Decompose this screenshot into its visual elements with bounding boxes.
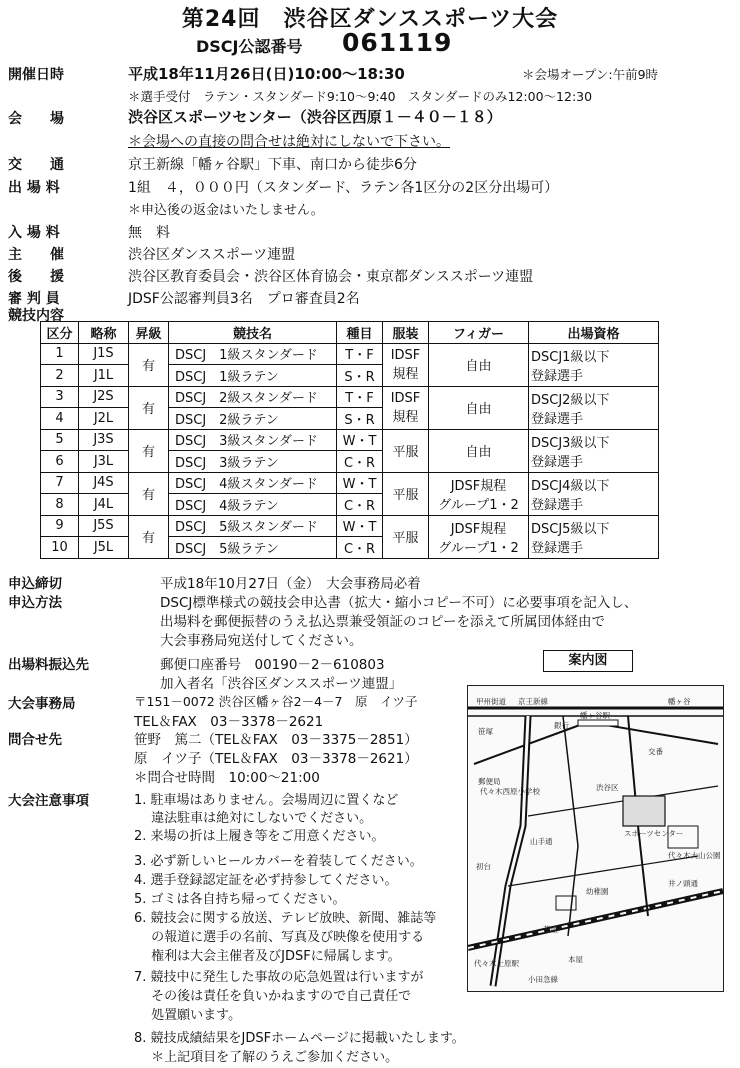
map-label: 交番 (648, 747, 663, 756)
venue-note: ＊会場への直接の問合せは絶対にしないで下さい。 (128, 134, 450, 150)
transfer-label: 出場料振込先 (8, 657, 89, 673)
cell-line: IDSF (390, 390, 421, 406)
method-line: 出場料を郵便振替のうえ払込票兼受領証のコピーを添えて所属団体経由で (160, 614, 605, 630)
dance-cell: T・F (337, 343, 383, 365)
col-header: 昇級 (129, 322, 169, 344)
cell-line: JDSF規程 (450, 478, 507, 494)
contact-line: ＊問合せ時間 10:00～21:00 (134, 770, 320, 786)
division-cell: 3 (41, 386, 79, 408)
dance-cell: C・R (337, 451, 383, 473)
figure-cell (429, 429, 529, 472)
map-drawing (468, 686, 723, 991)
access-label: 交 通 (8, 157, 64, 173)
dance-cell: W・T (337, 515, 383, 537)
transfer-line: 郵便口座番号 00190－2－610803 (160, 657, 385, 673)
map-label: 小田急線 (528, 975, 558, 984)
map-label: 初台 (476, 862, 491, 871)
note-line: 2. 来場の折は上履き等をご用意ください。 (134, 829, 385, 844)
event-name-cell: DSCJ 5級ラテン (169, 537, 337, 559)
fee-label: 出 場 料 (8, 180, 60, 196)
cell-line: 登録選手 (531, 540, 584, 556)
promotion-cell: 有 (129, 429, 169, 472)
cell-line: 規程 (392, 366, 419, 382)
note-line: ＊上記項目を了解のうえご参加ください。 (134, 1050, 399, 1065)
promotion-cell: 有 (129, 386, 169, 429)
map-label: 花屋 (543, 925, 558, 934)
cell-line: 登録選手 (531, 368, 584, 384)
map-label: 幼稚園 (586, 887, 609, 896)
office-line: 〒151－0072 渋谷区幡ヶ谷2－4－7 原 イツ子 (134, 694, 418, 709)
map-label: 笹塚 (478, 727, 493, 736)
note-line: 8. 競技成績結果をJDSFホームページに掲載いたします。 (134, 1031, 465, 1046)
code-cell: J4S (79, 472, 129, 494)
qualification-cell (529, 429, 659, 472)
map-label: 銀行 (554, 721, 569, 730)
venue-label: 会 場 (8, 111, 64, 127)
col-header: 出場資格 (529, 322, 659, 344)
event-name-cell: DSCJ 5級スタンダード (169, 515, 337, 537)
code-cell: J1L (79, 365, 129, 387)
map-label: 本屋 (568, 955, 583, 964)
events-table (40, 321, 659, 559)
method-line: DSCJ標準様式の競技会申込書（拡大・縮小コピー不可）に必要事項を記入し、 (160, 595, 638, 611)
office-label: 大会事務局 (8, 696, 76, 712)
cell-line: DSCJ1級以下 (531, 349, 610, 365)
map-title: 案内図 (543, 650, 633, 672)
figure-cell (429, 386, 529, 429)
map-label: 渋谷区 (596, 783, 619, 792)
deadline-value: 平成18年10月27日（金） 大会事務局必着 (160, 576, 421, 592)
map-label: 郵便局 (478, 777, 501, 786)
code-cell: J5S (79, 515, 129, 537)
event-name-cell: DSCJ 2級ラテン (169, 408, 337, 430)
map-label: 代々木西原小学校 (480, 787, 540, 796)
note-line: 5. ゴミは各自持ち帰ってください。 (134, 892, 346, 907)
cell-line: グループ1・2 (438, 540, 519, 556)
note-line: 7. 競技中に発生した事故の応急処置は行いますが (134, 970, 424, 985)
figure-cell (429, 515, 529, 558)
cell-line: 登録選手 (531, 411, 584, 427)
events-label: 競技内容 (8, 308, 64, 324)
map-label: 京王新線 (518, 697, 548, 706)
cell-line: 登録選手 (531, 454, 584, 470)
cell-line: グループ1・2 (438, 497, 519, 513)
method-label: 申込方法 (8, 595, 62, 611)
cell-line: 登録選手 (531, 497, 584, 513)
date-reception: ＊選手受付 ラテン・スタンダード9:10～9:40 スタンダードのみ12:00～12:30 (128, 89, 593, 104)
fee-note: ＊申込後の返金はいたしません。 (128, 203, 324, 218)
code-cell: J1S (79, 343, 129, 365)
support-label: 後 援 (8, 269, 64, 285)
qualification-cell (529, 343, 659, 386)
note-line: 4. 選手登録認定証を必ず持参してください。 (134, 873, 398, 888)
date-label: 開催日時 (8, 67, 64, 83)
admission-value: 無 料 (128, 225, 170, 241)
cell-line: 自由 (465, 359, 492, 374)
col-header: 略称 (79, 322, 129, 344)
figure-cell (429, 343, 529, 386)
event-name-cell: DSCJ 4級スタンダード (169, 472, 337, 494)
note-line: 6. 競技会に関する放送、テレビ放映、新聞、雑誌等 (134, 911, 437, 926)
judges-value: JDSF公認審判員3名 プロ審査員2名 (128, 291, 360, 307)
dress-cell (383, 343, 429, 386)
venue-value: 渋谷区スポーツセンター（渋谷区西原１－４０－１８） (128, 108, 502, 126)
table-row (41, 386, 659, 408)
col-header: 服装 (383, 322, 429, 344)
dance-cell: W・T (337, 472, 383, 494)
map-label: 代々木大山公園 (668, 851, 721, 860)
access-map (467, 685, 724, 992)
support-value: 渋谷区教育委員会・渋谷区体育協会・東京都ダンススポーツ連盟 (128, 269, 534, 285)
cert-label: DSCJ公認番号 (196, 37, 303, 56)
dress-cell (383, 429, 429, 472)
code-cell: J3S (79, 429, 129, 451)
division-cell: 2 (41, 365, 79, 387)
dance-cell: S・R (337, 365, 383, 387)
event-name-cell: DSCJ 1級ラテン (169, 365, 337, 387)
figure-cell (429, 472, 529, 515)
cell-line: DSCJ2級以下 (531, 392, 610, 408)
contact-line: 笹野 篤二（TEL＆FAX 03－3375－2851） (134, 732, 418, 748)
note-line: 処置願います。 (134, 1008, 242, 1023)
division-cell: 10 (41, 537, 79, 559)
division-cell: 7 (41, 472, 79, 494)
organizer-value: 渋谷区ダンススポーツ連盟 (128, 247, 296, 263)
col-header: 種目 (337, 322, 383, 344)
event-name-cell: DSCJ 2級スタンダード (169, 386, 337, 408)
deadline-label: 申込締切 (8, 576, 62, 592)
code-cell: J4L (79, 494, 129, 516)
division-cell: 6 (41, 451, 79, 473)
dance-cell: T・F (337, 386, 383, 408)
map-label: 代々木上原駅 (474, 959, 519, 968)
cell-line: 自由 (465, 445, 492, 460)
judges-label: 審 判 員 (8, 291, 60, 307)
note-line: 権利は大会主催者及びJDSFに帰属します。 (134, 949, 401, 964)
cell-line: 平服 (392, 531, 419, 546)
cell-line: 規程 (392, 409, 419, 425)
notes-label: 大会注意事項 (8, 793, 89, 809)
event-name-cell: DSCJ 3級スタンダード (169, 429, 337, 451)
note-line: 違法駐車は絶対にしないでください。 (134, 811, 373, 826)
cell-line: DSCJ3級以下 (531, 435, 610, 451)
dance-cell: C・R (337, 537, 383, 559)
table-row (41, 472, 659, 494)
contact-line: 原 イツ子（TEL＆FAX 03－3378－2621） (134, 751, 418, 767)
promotion-cell: 有 (129, 472, 169, 515)
map-label: 幡ヶ谷 (668, 697, 691, 706)
promotion-cell: 有 (129, 515, 169, 558)
page-title: 第24回 渋谷区ダンススポーツ大会 (181, 7, 559, 32)
table-header-row (41, 322, 659, 344)
code-cell: J3L (79, 451, 129, 473)
note-line: の報道に選手の名前、写真及び映像を使用する (134, 930, 425, 945)
promotion-cell: 有 (129, 343, 169, 386)
date-open: ＊会場オープン:午前9時 (522, 67, 659, 82)
access-value: 京王新線「幡ヶ谷駅」下車、南口から徒歩6分 (128, 157, 417, 173)
map-label: スポーツセンター (624, 829, 684, 838)
dress-cell (383, 472, 429, 515)
event-name-cell: DSCJ 1級スタンダード (169, 343, 337, 365)
division-cell: 8 (41, 494, 79, 516)
dress-cell (383, 386, 429, 429)
qualification-cell (529, 472, 659, 515)
table-row (41, 343, 659, 365)
code-cell: J2L (79, 408, 129, 430)
map-label: 幡ヶ谷駅 (580, 711, 610, 720)
admission-label: 入 場 料 (8, 225, 60, 241)
col-header: 競技名 (169, 322, 337, 344)
division-cell: 1 (41, 343, 79, 365)
cell-line: 平服 (392, 488, 419, 503)
col-header: 区分 (41, 322, 79, 344)
table-row (41, 429, 659, 451)
cell-line: DSCJ4級以下 (531, 478, 610, 494)
event-name-cell: DSCJ 4級ラテン (169, 494, 337, 516)
dress-cell (383, 515, 429, 558)
col-header: フィガー (429, 322, 529, 344)
code-cell: J2S (79, 386, 129, 408)
dance-cell: C・R (337, 494, 383, 516)
map-label: 山手通 (530, 837, 553, 846)
transfer-line: 加入者名「渋谷区ダンススポーツ連盟」 (160, 676, 403, 692)
note-line: 3. 必ず新しいヒールカバーを着装してください。 (134, 854, 423, 869)
event-name-cell: DSCJ 3級ラテン (169, 451, 337, 473)
map-label: 甲州街道 (476, 697, 506, 706)
qualification-cell (529, 386, 659, 429)
organizer-label: 主 催 (8, 247, 64, 263)
division-cell: 4 (41, 408, 79, 430)
code-cell: J5L (79, 537, 129, 559)
table-row (41, 515, 659, 537)
fee-value: 1組 ４，０００円（スタンダード、ラテン各1区分の2区分出場可） (128, 180, 559, 196)
cell-line: DSCJ5級以下 (531, 521, 610, 537)
dance-cell: S・R (337, 408, 383, 430)
office-line: TEL＆FAX 03－3378－2621 (134, 714, 324, 730)
map-label: 井ノ頭通 (668, 879, 698, 888)
cell-line: JDSF規程 (450, 521, 507, 537)
cell-line: 自由 (465, 402, 492, 417)
cert-number: 061119 (342, 28, 453, 57)
cell-line: IDSF (390, 347, 421, 363)
division-cell: 9 (41, 515, 79, 537)
method-line: 大会事務局宛送付してください。 (160, 633, 363, 649)
qualification-cell (529, 515, 659, 558)
cell-line: 平服 (392, 445, 419, 460)
contact-label: 問合せ先 (8, 732, 62, 748)
dance-cell: W・T (337, 429, 383, 451)
division-cell: 5 (41, 429, 79, 451)
note-line: 1. 駐車場はありません。会場周辺に置くなど (134, 793, 399, 808)
date-value: 平成18年11月26日(日)10:00～18:30 (128, 65, 405, 83)
note-line: その後は責任を負いかねますので自己責任で (134, 989, 412, 1004)
